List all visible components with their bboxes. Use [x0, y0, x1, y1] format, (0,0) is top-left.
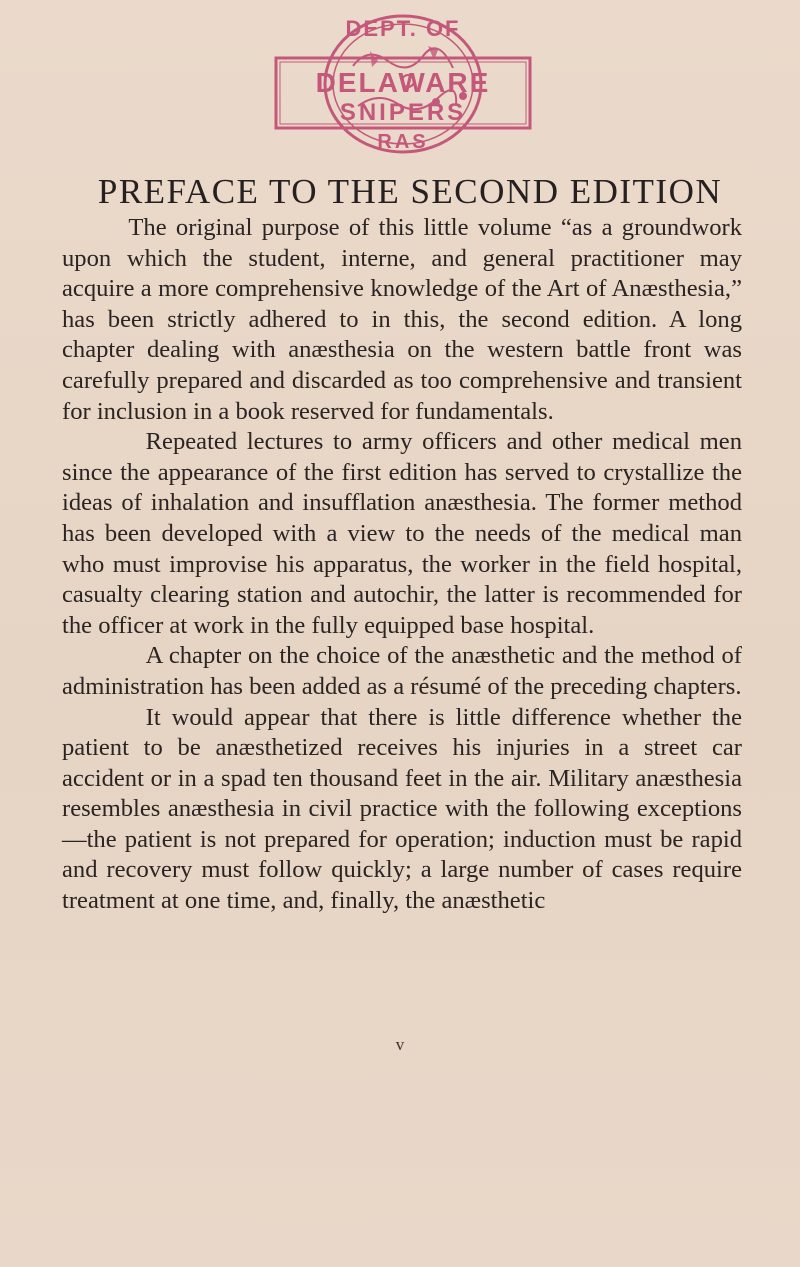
stamp-text-line1: DELAWARE: [315, 67, 491, 98]
stamp-text-top: DEPT. OF: [345, 16, 461, 41]
library-stamp: [258, 6, 548, 156]
page-heading: PREFACE TO THE SECOND EDITION: [97, 172, 723, 211]
stamp-text-bottom: RAS: [377, 131, 429, 153]
preface-body: [62, 213, 742, 917]
page-number: v: [395, 1035, 405, 1054]
paragraph-4: It would appear that there is little difference whether the patient to be anæsthetized receives his injuries in a street car accident or in a spad ten thousand feet in the air. Military anæsthesia resembles anæsthesia in civil practice with the following exceptions—the patient is not prepared for operation; induction must be rapid and recovery must follow quickly; a large number of cases require treatment at one time, and, finally, the anæsthetic: [62, 703, 742, 915]
paragraph-2: Repeated lectures to army officers and other medical men since the appearance of the first edition has served to crystallize the ideas of inhalation and insufflation anæsthesia. The former method has been developed with a view to the needs of the medical man who must improvise his apparatus, the worker in the field hospital, casualty clearing station and autochir, the latter is recommended for the officer at work in the fully equipped base hospital.: [62, 428, 742, 639]
stamp-text-line2: SNIPERS: [339, 99, 467, 126]
paragraph-1: The original purpose of this little volume “as a groundwork upon which the student, interne, and general practitioner may acquire a more comprehensive knowledge of the Art of Anæsthesia,” has been strictly adhered to in this, the second edition. A long chapter dealing with anæsthesia on the western battle front was carefully prepared and discarded as too comprehensive and transient for inclusion in a book reserved for fundamentals.: [62, 214, 742, 425]
paragraph-3: A chapter on the choice of the anæsthetic and the method of administration has been added as a résumé of the preceding chapters.: [62, 642, 742, 700]
